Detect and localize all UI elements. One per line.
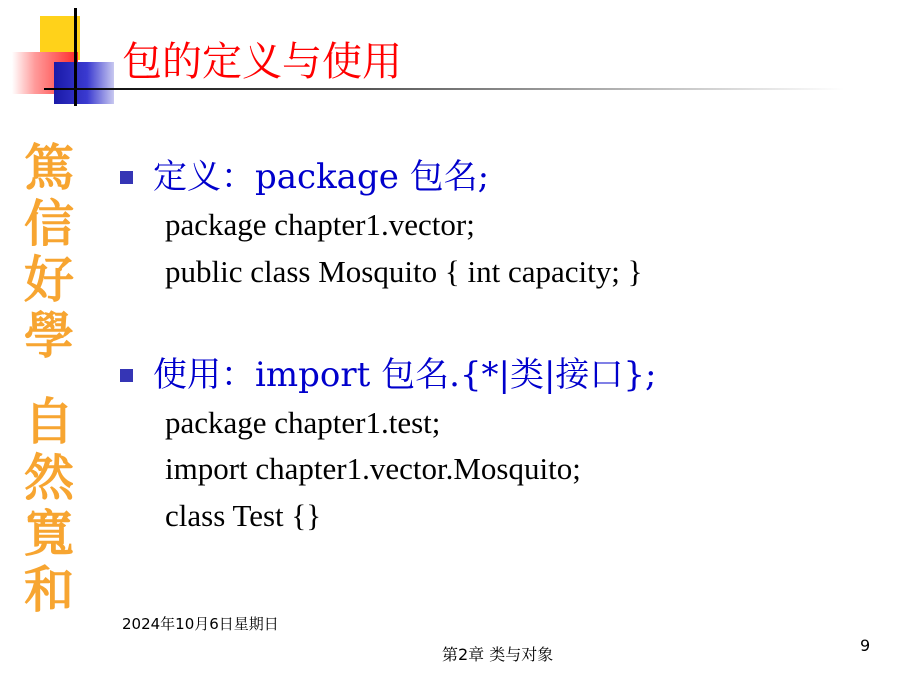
motto-char: 篤 [24, 138, 74, 197]
motto-char: 和 [24, 560, 74, 619]
code-line: class Test {} [165, 498, 322, 533]
footer-chapter: 第2章 类与对象 [442, 645, 554, 664]
code-line: import chapter1.vector.Mosquito; [165, 451, 581, 486]
slide-title: 包的定义与使用 [122, 39, 402, 85]
code-line: package chapter1.test; [165, 405, 441, 440]
footer-date: 2024年10月6日星期日 [122, 615, 279, 633]
calligraphy-motto [14, 140, 84, 618]
bullet-heading: 定义：package 包名; [153, 157, 490, 197]
motto-char: 自 [24, 392, 74, 451]
motto-char: 寬 [24, 504, 74, 563]
bullet-square-icon [120, 369, 133, 382]
code-line: public class Mosquito { int capacity; } [165, 254, 643, 289]
decor-blue-gradient-block [54, 62, 114, 104]
motto-char: 信 [24, 194, 74, 253]
motto-char: 然 [24, 448, 74, 507]
motto-char: 學 [24, 306, 74, 365]
bullet-definition [120, 158, 489, 197]
bullet-square-icon [120, 171, 133, 184]
page-number: 9 [860, 636, 871, 655]
bullet-usage [120, 356, 657, 395]
decor-vertical-line [74, 8, 77, 106]
code-line: package chapter1.vector; [165, 207, 475, 242]
decor-title-underline [44, 88, 844, 90]
bullet-heading: 使用：import 包名.{*|类|接口}; [153, 355, 657, 395]
motto-char: 好 [24, 250, 74, 309]
